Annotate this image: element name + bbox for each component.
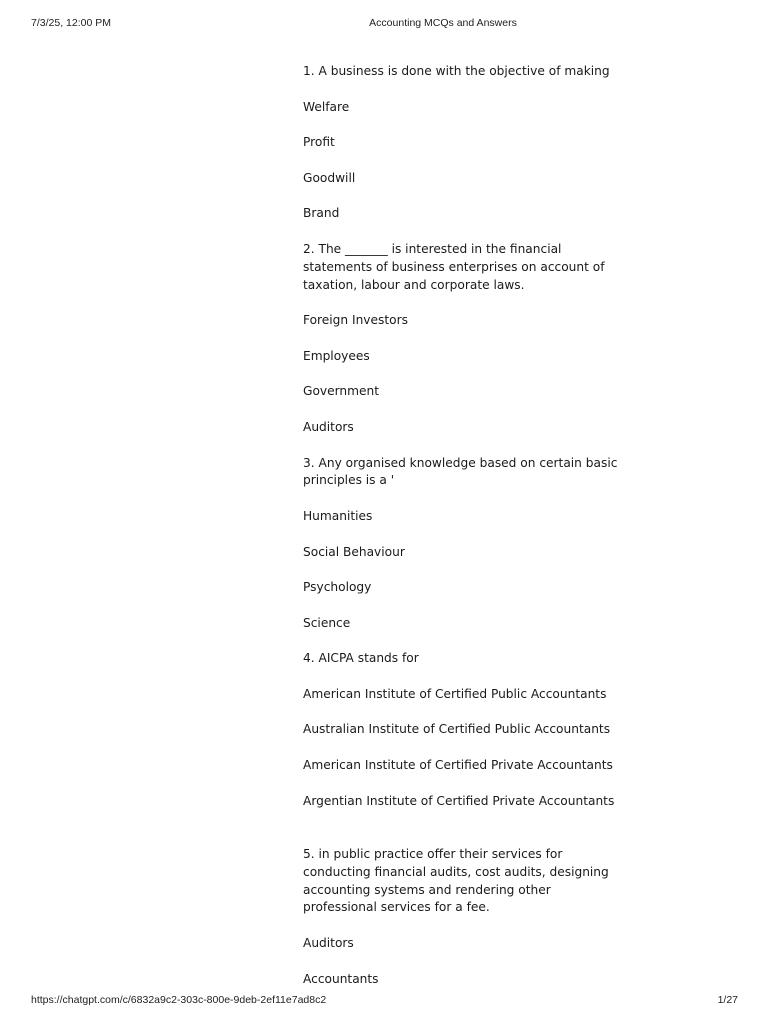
answer-option: Australian Institute of Certified Public Accountants: [303, 722, 611, 737]
print-footer: [0, 994, 768, 1008]
answer-option: Employees: [303, 348, 370, 363]
answer-option: Psychology: [303, 580, 372, 595]
page-number: 1/27: [717, 994, 738, 1006]
print-date: 7/3/25, 12:00 PM: [31, 17, 111, 29]
question-text: 3. Any organised knowledge based on certain basic principles is a ': [303, 455, 618, 488]
answer-option: Auditors: [303, 419, 354, 434]
answer-option: Welfare: [303, 99, 350, 114]
answer-option: Humanities: [303, 508, 373, 523]
question-1: [303, 63, 625, 223]
question-5: [303, 846, 625, 988]
question-3: [303, 455, 625, 633]
answer-option: Foreign Investors: [303, 313, 408, 328]
answer-option: Social Behaviour: [303, 544, 405, 559]
page-title: Accounting MCQs and Answers: [369, 17, 517, 29]
question-text: 4. AICPA stands for: [303, 651, 419, 666]
question-text: 1. A business is done with the objective of making: [303, 64, 610, 78]
answer-option: American Institute of Certified Public Accountants: [303, 686, 607, 701]
question-text: 5. in public practice offer their services for conducting financial audits, cost audits, designing accounting systems and rendering other professional services for a fee.: [303, 847, 609, 915]
answer-option: American Institute of Certified Private Accountants: [303, 758, 613, 773]
answer-option: Accountants: [303, 971, 379, 986]
question-4: [303, 650, 625, 810]
answer-option: Argentian Institute of Certified Private Accountants: [303, 793, 615, 808]
page-url: https://chatgpt.com/c/6832a9c2-303c-800e-9deb-2ef11e7ad8c2: [31, 994, 327, 1006]
document-content: [303, 63, 625, 1006]
answer-option: Goodwill: [303, 170, 356, 185]
answer-option: Auditors: [303, 936, 354, 951]
answer-option: Profit: [303, 135, 335, 150]
answer-option: Government: [303, 384, 380, 399]
print-header: [0, 17, 768, 31]
answer-option: Brand: [303, 206, 340, 221]
answer-option: Science: [303, 615, 351, 630]
spacer: [303, 828, 625, 846]
question-2: [303, 241, 625, 437]
question-text: 2. The _______ is interested in the financial statements of business enterprises on account of taxation, labour and corporate laws.: [303, 241, 605, 292]
